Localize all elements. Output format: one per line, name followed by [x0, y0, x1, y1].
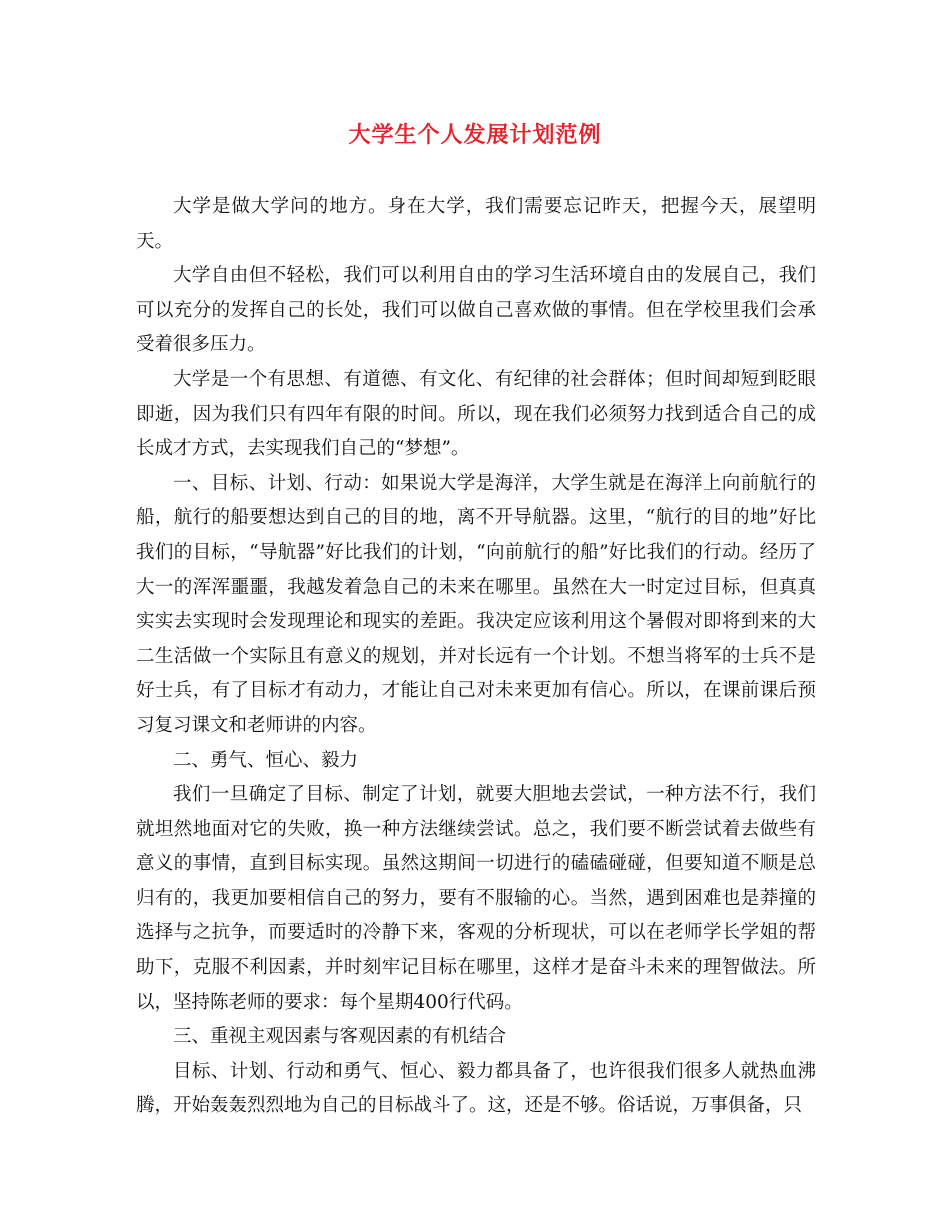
paragraph: 一、目标、计划、行动：如果说大学是海洋，大学生就是在海洋上向前航行的船，航行的船要想达到自己的目的地，离不开导航器。这里，“航行的目的地”好比我们的目标，“导航器”好比我们的计划，“向前航行的船”好比我们的行动。经历了大一的浑浑噩噩，我越发着急自己的未来在哪里。虽然在大一时定过目标，但真真实实去实现时会发现理论和现实的差距。我决定应该利用这个暑假对即将到来的大二生活做一个实际且有意义的规划，并对长远有一个计划。不想当将军的士兵不是好士兵，有了目标才有动力，才能让自己对未来更加有信心。所以，在课前课后预习复习课文和老师讲的内容。	[136, 472, 816, 736]
paragraph: 大学自由但不轻松，我们可以利用自由的学习生活环境自由的发展自己，我们可以充分的发挥自己的长处，我们可以做自己喜欢做的事情。但在学校里我们会承受着很多压力。	[136, 265, 816, 356]
document-body	[136, 190, 816, 1124]
document-title: 大学生个人发展计划范例	[348, 122, 602, 148]
section-heading: 三、重视主观因素与客观因素的有机结合	[173, 1026, 507, 1048]
paragraph: 我们一旦确定了目标、制定了计划，就要大胆地去尝试，一种方法不行，我们就坦然地面对它的失败，换一种方法继续尝试。总之，我们要不断尝试着去做些有意义的事情，直到目标实现。虽然这期间一切进行的磕磕碰碰，但要知道不顺是总归有的，我更加要相信自己的努力，要有不服输的心。当然，遇到困难也是莽撞的选择与之抗争，而要适时的冷静下来，客观的分析现状，可以在老师学长学姐的帮助下，克服不利因素，并时刻牢记目标在哪里，这样才是奋斗未来的理智做法。所以，坚持陈老师的要求：每个星期400行代码。	[136, 784, 816, 1013]
section-heading: 二、勇气、恒心、毅力	[173, 749, 359, 771]
paragraph: 目标、计划、行动和勇气、恒心、毅力都具备了，也许很我们很多人就热血沸腾，开始轰轰烈烈地为自己的目标战斗了。这，还是不够。俗话说，万事俱备，只	[136, 1060, 816, 1117]
paragraph: 大学是做大学问的地方。身在大学，我们需要忘记昨天，把握今天，展望明天。	[136, 196, 816, 252]
paragraph: 大学是一个有思想、有道德、有文化、有纪律的社会群体；但时间却短到眨眼即逝，因为我们只有四年有限的时间。所以，现在我们必须努力找到适合自己的成长成才方式，去实现我们自己的“梦想”。	[136, 368, 816, 460]
